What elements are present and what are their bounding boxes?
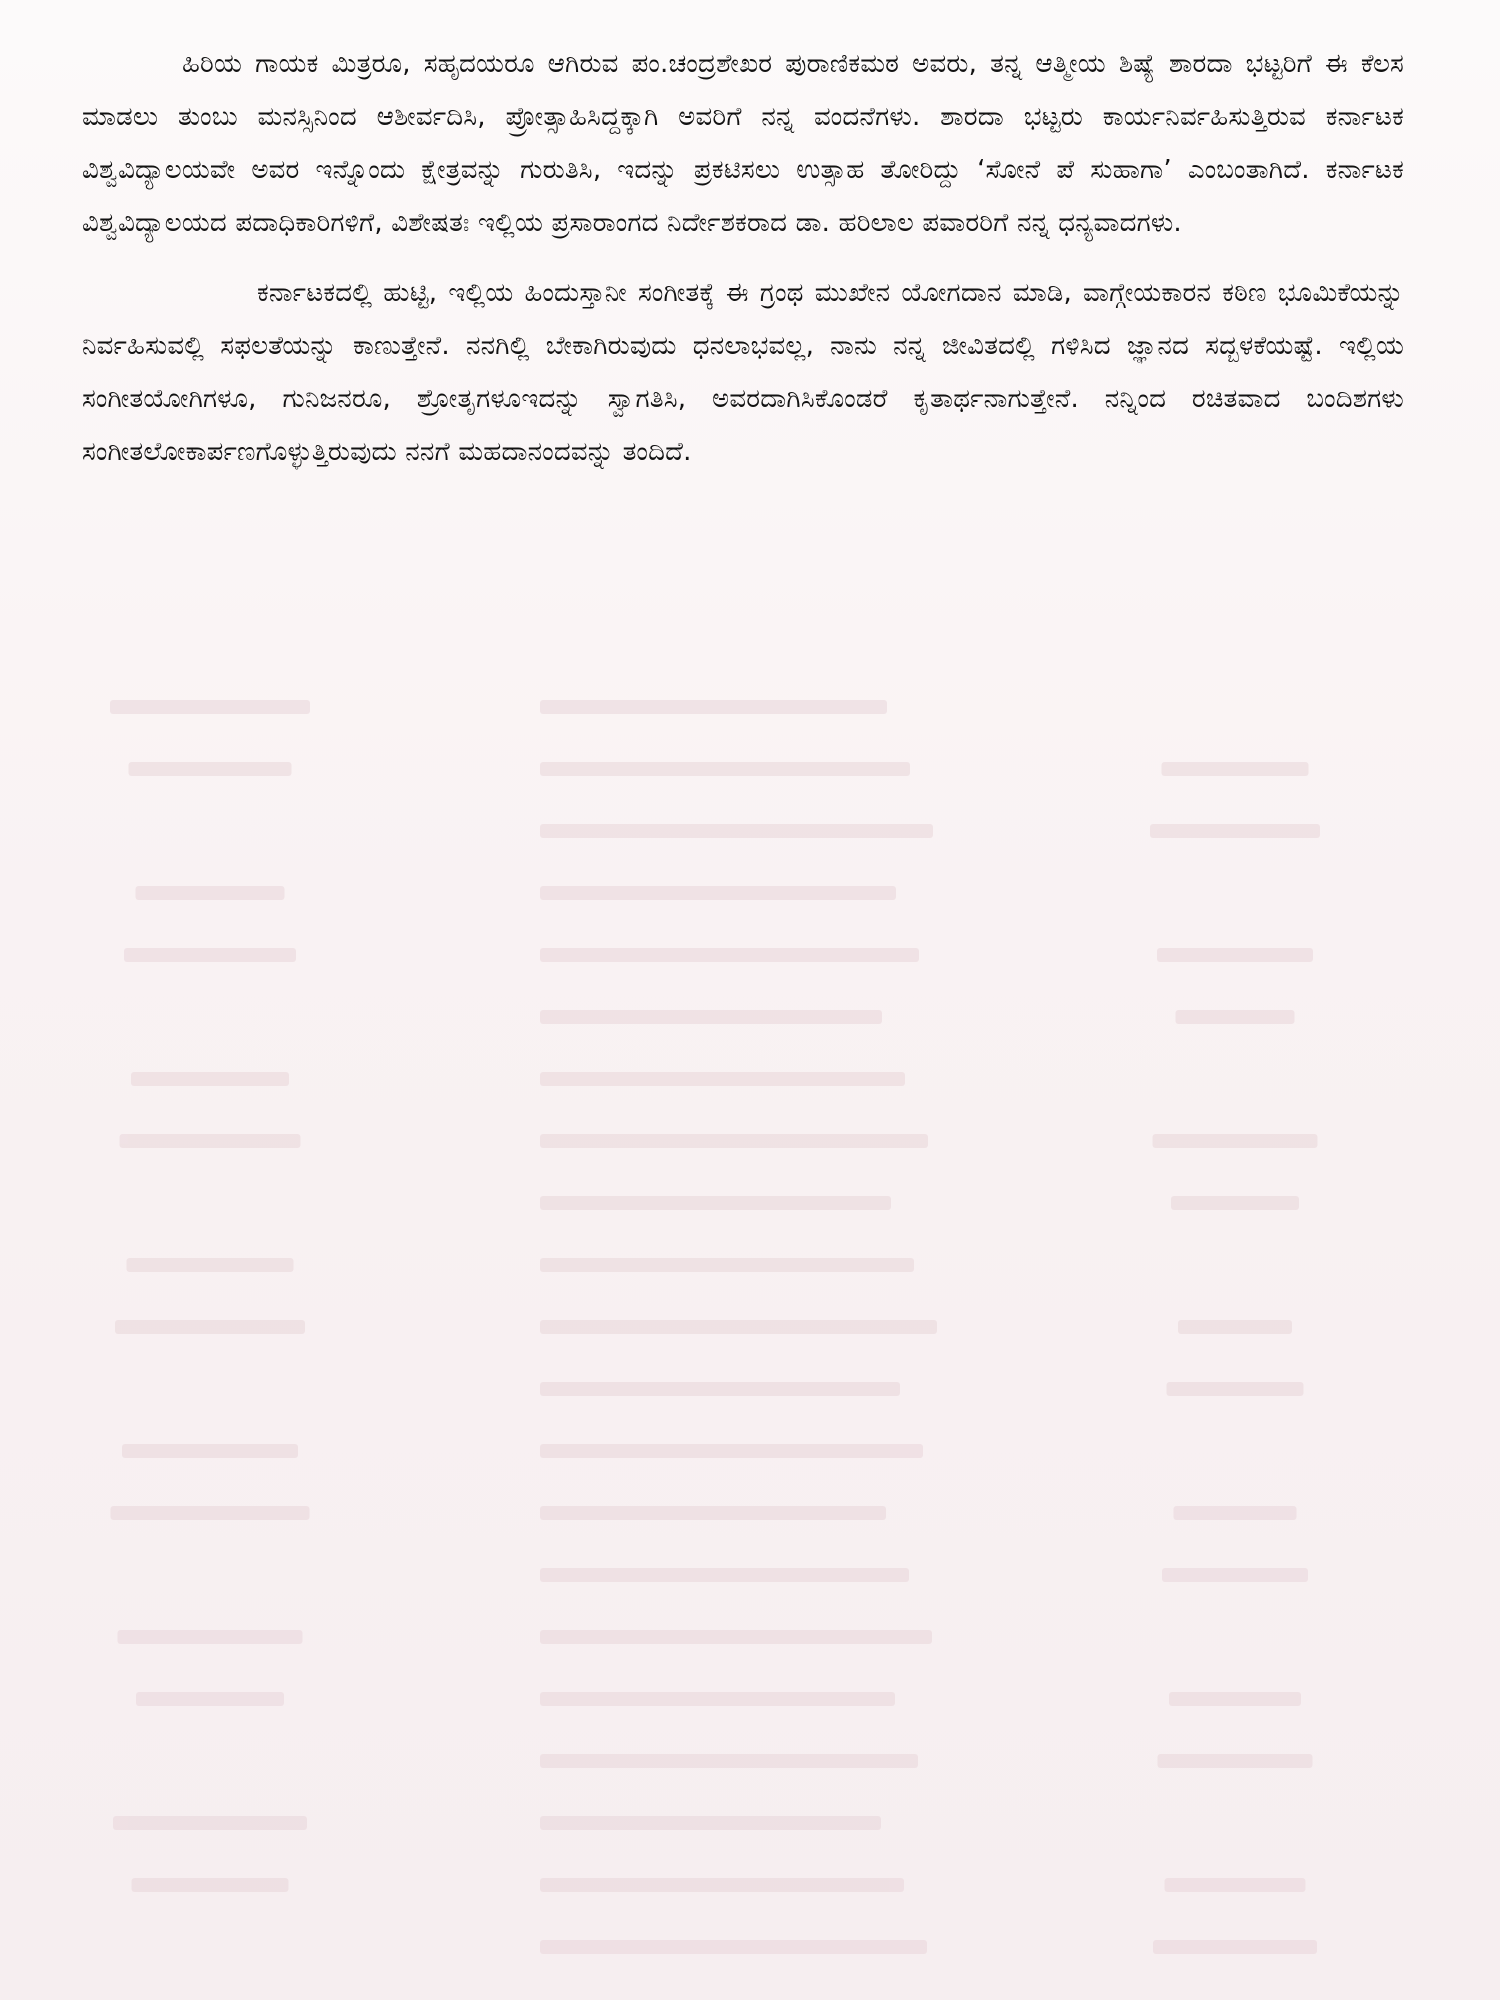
body-text [82, 38, 1404, 479]
bleed-text-line [131, 1072, 289, 1086]
bleed-text-line [1178, 1320, 1292, 1334]
bleed-text-line [540, 1816, 881, 1830]
bleed-text-line [540, 1196, 891, 1210]
bleed-text-line [132, 1878, 289, 1892]
bleed-text-line [120, 1134, 301, 1148]
bleed-text-line [540, 1630, 932, 1644]
bleed-text-line [136, 1692, 284, 1706]
paragraph-contribution: ಕರ್ನಾಟಕದಲ್ಲಿ ಹುಟ್ಟಿ, ಇಲ್ಲಿಯ ಹಿಂದುಸ್ತಾನೀ ಸಂಗೀತಕ್ಕೆ ಈ ಗ್ರಂಥ ಮುಖೇನ ಯೋಗದಾನ ಮಾಡಿ, ವಾಗ್ಗೇಯಕಾರನ ಕಠಿಣ ಭೂಮಿಕೆಯನ್ನು ನಿರ್ವಹಿಸುವಲ್ಲಿ ಸಫಲತೆಯನ್ನು ಕಾಣುತ್ತೇನೆ. ನನಗಿಲ್ಲಿ ಬೇಕಾಗಿರುವುದು ಧನಲಾಭವಲ್ಲ, ನಾನು ನನ್ನ ಜೀವಿತದಲ್ಲಿ ಗಳಿಸಿದ ಜ್ಞಾನದ ಸದ್ಬಳಕೆಯಷ್ಟೆ. ಇಲ್ಲಿಯ ಸಂಗೀತಯೋಗಿಗಳೂ, ಗುನಿಜನರೂ, ಶ್ರೋತೃಗಳೂಇದನ್ನು ಸ್ವಾಗತಿಸಿ, ಅವರದಾಗಿಸಿಕೊಂಡರೆ ಕೃತಾರ್ಥನಾಗುತ್ತೇನೆ. ನನ್ನಿಂದ ರಚಿತವಾದ ಬಂದಿಶಗಳು ಸಂಗೀತಲೋಕಾರ್ಪಣಗೊಳ್ಳುತ್ತಿರುವುದು ನನಗೆ ಮಹದಾನಂದವನ್ನು ತಂದಿದೆ. [82, 278, 1404, 467]
bleed-text-line [540, 1134, 928, 1148]
bleed-text-line [540, 1258, 914, 1272]
bleed-text-line [540, 700, 887, 714]
bleed-text-line [540, 824, 933, 838]
bleed-text-line [540, 1568, 909, 1582]
bleed-text-line [540, 1072, 905, 1086]
bleed-text-line [124, 948, 296, 962]
bleed-text-line [1153, 1940, 1317, 1954]
bleed-text-line [540, 1382, 900, 1396]
bleed-text-line [540, 1506, 886, 1520]
bleed-text-line [1174, 1506, 1297, 1520]
bleed-text-line [1162, 762, 1309, 776]
bleed-text-line [129, 762, 292, 776]
bleed-text-line [540, 762, 910, 776]
bleed-text-line [540, 1320, 937, 1334]
bleed-text-line [1150, 824, 1320, 838]
bleed-text-line [1158, 1754, 1313, 1768]
bleed-text-line [1165, 1878, 1306, 1892]
bleed-text-line [110, 700, 310, 714]
bleed-text-line [540, 1692, 895, 1706]
bleed-text-line [1169, 1692, 1301, 1706]
paragraph-acknowledgement: ಹಿರಿಯ ಗಾಯಕ ಮಿತ್ರರೂ, ಸಹೃದಯರೂ ಆಗಿರುವ ಪಂ.ಚಂದ್ರಶೇಖರ ಪುರಾಣಿಕಮಠ ಅವರು, ತನ್ನ ಆತ್ಮೀಯ ಶಿಷ್ಯೆ ಶಾರದಾ ಭಟ್ಟರಿಗೆ ಈ ಕೆಲಸ ಮಾಡಲು ತುಂಬು ಮನಸ್ಸಿನಿಂದ ಆಶೀರ್ವದಿಸಿ, ಪ್ರೋತ್ಸಾಹಿಸಿದ್ದಕ್ಕಾಗಿ ಅವರಿಗೆ ನನ್ನ ವಂದನೆಗಳು. ಶಾರದಾ ಭಟ್ಟರು ಕಾರ್ಯನಿರ್ವಹಿಸುತ್ತಿರುವ ಕರ್ನಾಟಕ ವಿಶ್ವವಿದ್ಯಾಲಯವೇ ಅವರ ಇನ್ನೊಂದು ಕ್ಷೇತ್ರವನ್ನು ಗುರುತಿಸಿ, ಇದನ್ನು ಪ್ರಕಟಿಸಲು ಉತ್ಸಾಹ ತೋರಿದ್ದು ‘ಸೋನೆ ಪೆ ಸುಹಾಗಾ’ ಎಂಬಂತಾಗಿದೆ. ಕರ್ನಾಟಕ ವಿಶ್ವವಿದ್ಯಾಲಯದ ಪದಾಧಿಕಾರಿಗಳಿಗೆ, ವಿಶೇಷತಃ ಇಲ್ಲಿಯ ಪ್ರಸಾರಾಂಗದ ನಿರ್ದೇಶಕರಾದ ಡಾ. ಹರಿಲಾಲ ಪವಾರರಿಗೆ ನನ್ನ ಧನ್ಯವಾದಗಳು. [82, 49, 1404, 238]
bleed-text-line [540, 1010, 882, 1024]
bleed-text-line [1162, 1568, 1308, 1582]
bleed-text-line [113, 1816, 307, 1830]
bleed-text-line [540, 1940, 927, 1954]
bleed-text-line [540, 1754, 918, 1768]
bleed-text-line [136, 886, 285, 900]
bleed-text-line [115, 1320, 305, 1334]
bleed-text-line [540, 1444, 923, 1458]
bleed-text-line [1176, 1010, 1295, 1024]
bleed-text-line [1171, 1196, 1299, 1210]
bleed-text-line [1153, 1134, 1318, 1148]
bleed-text-line [122, 1444, 298, 1458]
bleed-text-line [111, 1506, 310, 1520]
bleed-text-line [1167, 1382, 1304, 1396]
bleed-text-line [118, 1630, 303, 1644]
bleed-text-line [540, 1878, 904, 1892]
bleed-text-line [1157, 948, 1313, 962]
bleed-text-line [127, 1258, 294, 1272]
bleed-text-line [540, 948, 919, 962]
bleed-text-line [540, 886, 896, 900]
